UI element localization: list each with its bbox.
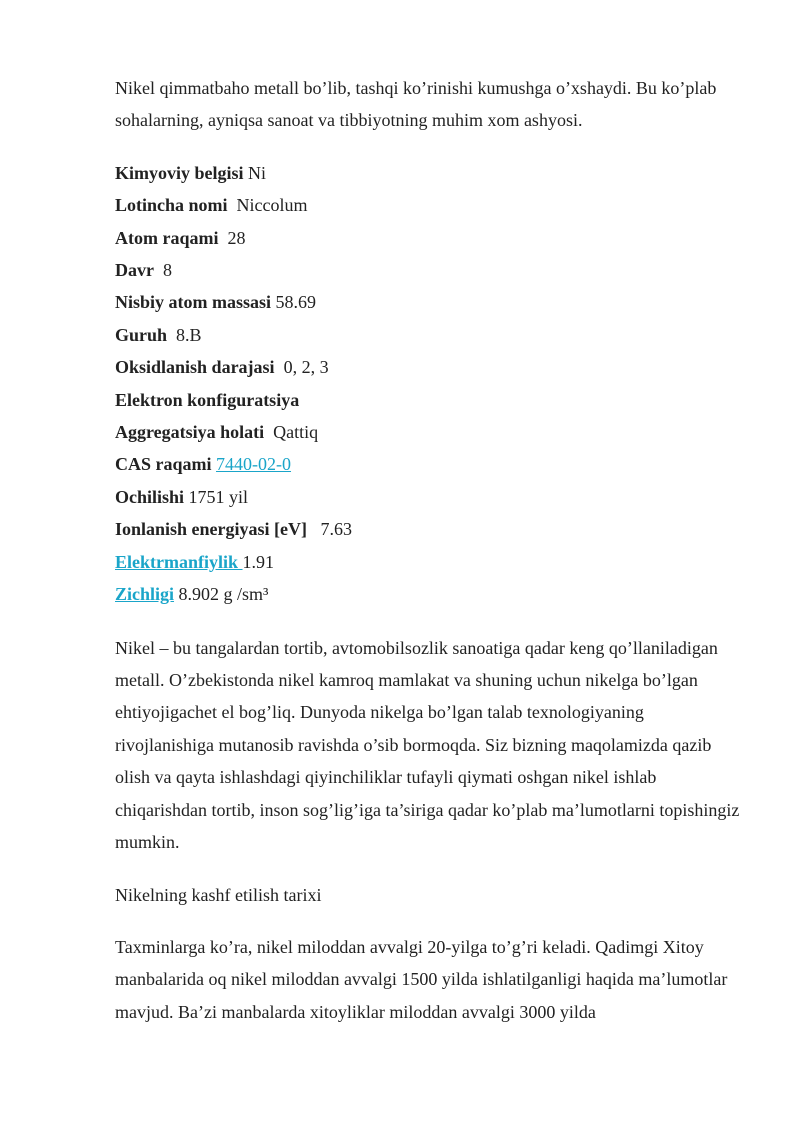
cas-number-link[interactable]: 7440-02-0	[216, 454, 292, 475]
property-row	[115, 481, 740, 513]
property-row	[115, 286, 740, 318]
property-row	[115, 351, 740, 383]
property-row	[115, 157, 740, 189]
property-label: Atom raqami	[115, 227, 219, 248]
property-row	[115, 254, 740, 286]
electronegativity-link[interactable]: Elektrmanfiylik	[115, 551, 243, 572]
property-label: Guruh	[115, 324, 168, 345]
property-label: Kimyoviy belgisi	[115, 162, 244, 183]
property-value: 58.69	[271, 292, 317, 313]
property-label: Ionlanish energiyasi [eV]	[115, 519, 308, 540]
property-row	[115, 513, 740, 545]
properties-list	[115, 157, 740, 611]
property-value: 8	[154, 260, 172, 281]
property-label: Davr	[115, 260, 154, 281]
property-value: 1751 yil	[184, 486, 249, 507]
property-row	[115, 416, 740, 448]
property-value: 1.91	[242, 551, 275, 572]
property-value: 7.63	[307, 519, 353, 540]
property-row	[115, 448, 740, 480]
property-label: CAS raqami	[115, 454, 212, 475]
property-value: 8.B	[167, 324, 202, 345]
intro-paragraph: Nikel qimmatbaho metall bo’lib, tashqi ko’rinishi kumushga o’xshaydi. Bu ko’plab sohalarning, ayniqsa sanoat va tibbiyotning muhim xom ashyosi.	[115, 78, 717, 131]
property-row	[115, 384, 740, 416]
property-label: Nisbiy atom massasi	[115, 292, 272, 313]
property-value: Niccolum	[227, 195, 308, 216]
property-label: Oksidlanish darajasi	[115, 357, 275, 378]
density-link[interactable]: Zichligi	[115, 584, 175, 605]
property-label: Lotincha nomi	[115, 195, 228, 216]
property-label: Ochilishi	[115, 486, 185, 507]
section-heading: Nikelning kashf etilish tarixi	[115, 885, 322, 906]
property-row	[115, 222, 740, 254]
body-paragraph: Taxminlarga ko’ra, nikel miloddan avvalgi 20-yilga to’g’ri keladi. Qadimgi Xitoy manbalarida oq nikel miloddan avvalgi 1500 yilda ishlatilganligi haqida ma’lumotlar mavjud. Ba’zi manbalarda xitoyliklar miloddan avvalgi 3000 yilda	[115, 936, 728, 1022]
property-label: Aggregatsiya holati	[115, 422, 265, 443]
property-row	[115, 578, 740, 610]
property-value: Qattiq	[264, 422, 319, 443]
property-row	[115, 189, 740, 221]
property-value: 8.902 g /sm³	[174, 584, 269, 605]
property-value: Ni	[243, 162, 267, 183]
property-label: Elektron konfiguratsiya	[115, 389, 300, 410]
property-row	[115, 319, 740, 351]
property-row	[115, 546, 740, 578]
body-paragraph: Nikel – bu tangalardan tortib, avtomobilsozlik sanoatiga qadar keng qo’llaniladigan metall. O’zbekistonda nikel kamroq mamlakat va shuning uchun nikelga bo’lgan ehtiyojigachet el bog’liq. Dunyoda nikelga bo’lgan talab texnologiyaning rivojlanishiga mutanosib ravishda o’sib bormoqda. Siz bizning maqolamizda qazib olish va qayta ishlashdagi qiyinchiliklar tufayli qiymati oshgan nikel ishlab chiqarishdan tortib, inson sog’lig’iga ta’siriga qadar ko’plab ma’lumotlarni topishingiz mumkin.	[115, 637, 740, 852]
property-value: 0, 2, 3	[274, 357, 329, 378]
property-value: 28	[218, 227, 246, 248]
